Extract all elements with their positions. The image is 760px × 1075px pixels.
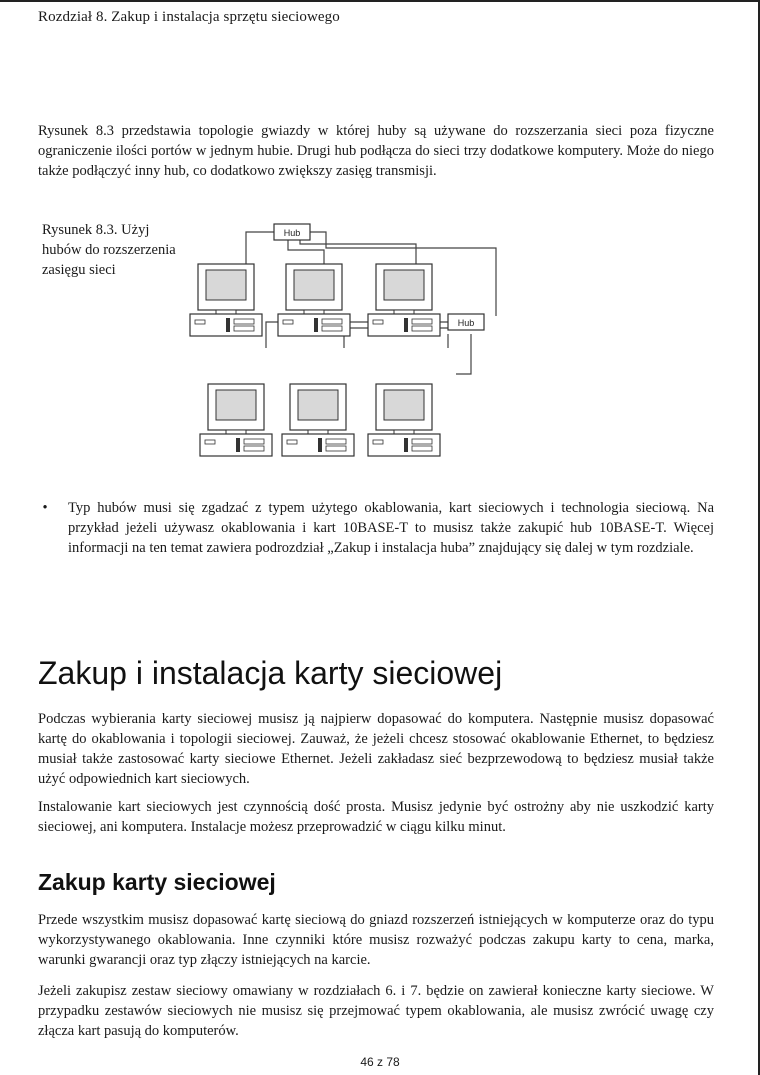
bullet-list	[38, 498, 714, 558]
page-number: 46 z 78	[360, 1055, 400, 1069]
subsection-paragraph: Przede wszystkim musisz dopasować kartę sieciową do gniazd rozszerzeń istniejących w komputerze oraz do typu wykorzystywanego okablowania. Inne czynniki które musisz rozważyć podczas zakupu karty to cena, marka, warunki gwarancji oraz typ złączy istniejących na karcie.	[38, 912, 714, 968]
cable-lines	[246, 232, 496, 374]
computer-icon	[278, 264, 350, 336]
computer-icon	[368, 384, 440, 456]
bullet-text: Typ hubów musi się zgadzać z typem użytego okablowania, kart sieciowych i technologia sieciową. Na przykład jeżeli używasz okablowania i kart 10BASE-T to musisz także zakupić hub 10BASE-T. Więcej informacji na ten temat zawiera podrozdział „Zakup i instalacja huba” znajdujący się dalej w tym rozdziale.	[68, 500, 714, 556]
figure-caption: Rysunek 8.3. Użyj hubów do rozszerzenia zasięgu sieci	[42, 222, 176, 278]
intro-paragraph: Rysunek 8.3 przedstawia topologie gwiazdy w której huby są używane do rozszerzania sieci poza fizyczne ograniczenie ilości portów w jednym hubie. Drugi hub podłącza do sieci trzy dodatkowe komputery. Może do niego także podłączyć inny hub, co dodatkowo zwiększy zasięg transmisji.	[38, 123, 714, 179]
top-border-line	[0, 0, 760, 2]
bullet-icon: •	[42, 500, 48, 516]
hub-label-2: Hub	[457, 318, 475, 328]
computer-icon	[282, 384, 354, 456]
computer-icon	[200, 384, 272, 456]
section-paragraph: Podczas wybierania karty sieciowej musisz ją najpierw dopasować do komputera. Następnie musisz dopasować kartę do okablowania i topologii sieciowej. Zauważ, że jeżeli chcesz stosować okablowanie Ethernet, to będziesz musiał także zastosować karty sieciowe Ethernet. Jeżeli zakładasz sieć bezprzewodową to będziesz musiał także użyć odpowiednich kart sieciowych.	[38, 711, 714, 787]
running-header: Rozdział 8. Zakup i instalacja sprzętu sieciowego	[38, 9, 340, 25]
subsection-paragraph: Jeżeli zakupisz zestaw sieciowy omawiany w rozdziałach 6. i 7. będzie on zawierał konieczne karty sieciowe. W przypadku zestawów sieciowych nie musisz się przejmować typem okablowania, ale musisz zwrócić uwagę czy złącza kart pasują do komputerów.	[38, 983, 714, 1039]
computer-icon	[368, 264, 440, 336]
hub-label-1: Hub	[283, 228, 301, 238]
list-item	[38, 498, 714, 558]
section-heading: Zakup i instalacja karty sieciowej	[38, 655, 503, 691]
subsection-heading: Zakup karty sieciowej	[38, 869, 276, 895]
computer-icon	[190, 264, 262, 336]
network-diagram	[186, 214, 720, 460]
section-paragraph: Instalowanie kart sieciowych jest czynnością dość prosta. Musisz jedynie być ostrożny aby nie uszkodzić karty sieciowej, ani komputera. Instalacje możesz przeprowadzić w ciągu kilku minut.	[38, 799, 714, 835]
